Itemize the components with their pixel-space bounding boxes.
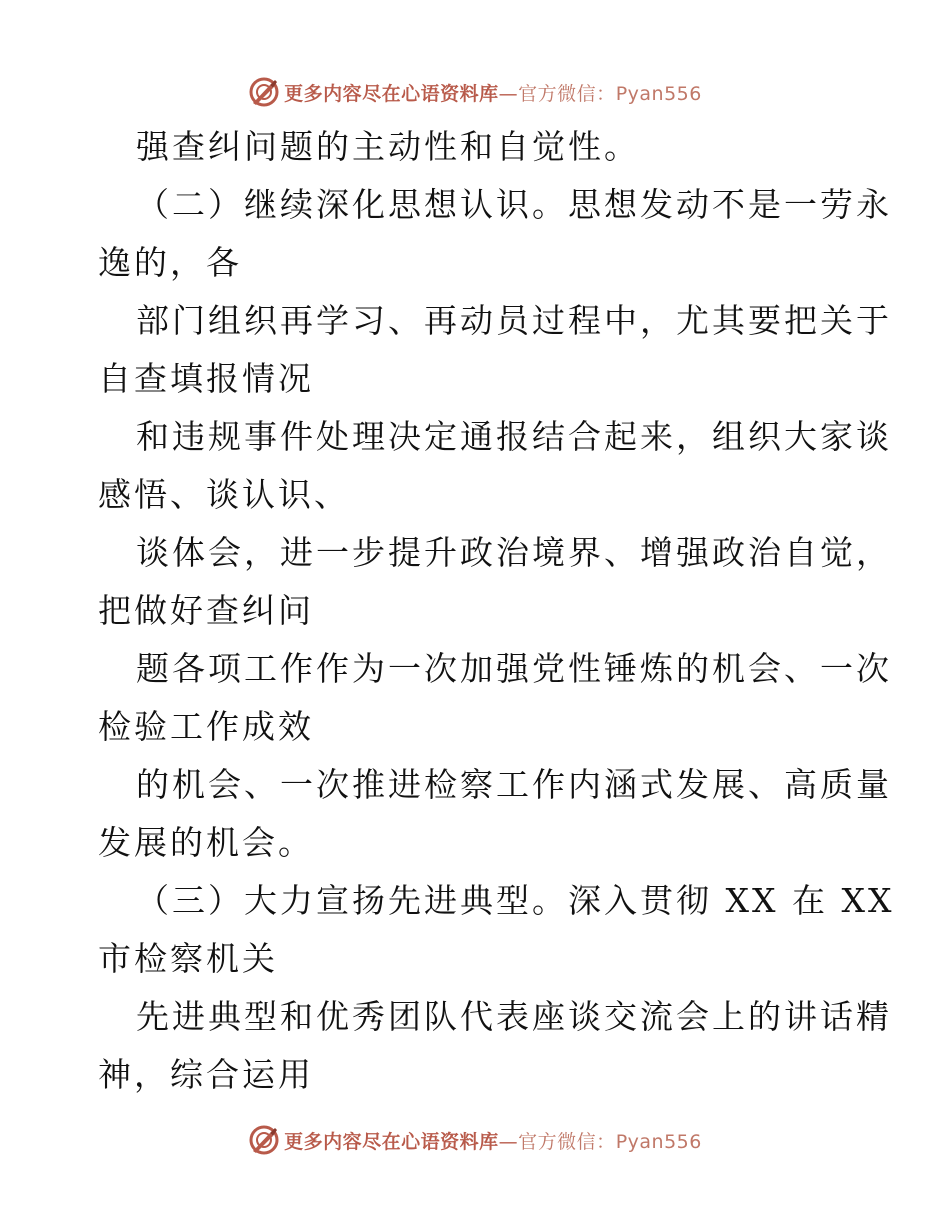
footer-banner-wechat-label: 官方微信： bbox=[518, 1130, 616, 1153]
header-banner-dash: — bbox=[498, 82, 519, 105]
footer-banner-wechat-id: Pyan556 bbox=[615, 1130, 702, 1153]
text-line: 谈体会，进一步提升政治境界、增强政治自觉， bbox=[136, 533, 892, 572]
text-line: 自查填报情况 bbox=[98, 359, 314, 398]
text-line: 神，综合运用 bbox=[98, 1055, 314, 1094]
text-line: 部门组织再学习、再动员过程中，尤其要把关于 bbox=[136, 301, 892, 340]
text-line: 把做好查纠问 bbox=[98, 591, 314, 630]
text-line: （三）大力宣扬先进典型。深入贯彻 XX 在 XX bbox=[136, 881, 895, 920]
text-line: 感悟、谈认识、 bbox=[98, 475, 350, 514]
text-line: 强查纠问题的主动性和自觉性。 bbox=[136, 127, 640, 166]
text-line: 先进典型和优秀团队代表座谈交流会上的讲话精 bbox=[136, 997, 892, 1036]
header-banner-wechat-id: Pyan556 bbox=[615, 82, 702, 105]
text-line: 检验工作成效 bbox=[98, 707, 314, 746]
text-line: 市检察机关 bbox=[98, 939, 278, 978]
footer-banner-dash: — bbox=[498, 1130, 519, 1153]
text-line: 的机会、一次推进检察工作内涵式发展、高质量 bbox=[136, 765, 892, 804]
text-line: 逸的，各 bbox=[98, 243, 242, 282]
text-line: 和违规事件处理决定通报结合起来，组织大家谈 bbox=[136, 417, 892, 456]
footer-banner-text bbox=[284, 1127, 702, 1154]
pen-logo-icon bbox=[248, 1124, 280, 1156]
header-banner-title: 更多内容尽在心语资料库 bbox=[284, 82, 499, 105]
footer-banner-title: 更多内容尽在心语资料库 bbox=[284, 1130, 499, 1153]
text-line: 发展的机会。 bbox=[98, 823, 314, 862]
text-line: （二）继续深化思想认识。思想发动不是一劳永 bbox=[136, 185, 892, 224]
header-banner-wechat-label: 官方微信： bbox=[518, 82, 616, 105]
text-line: 题各项工作作为一次加强党性锤炼的机会、一次 bbox=[136, 649, 892, 688]
footer-watermark-banner bbox=[0, 1120, 950, 1160]
